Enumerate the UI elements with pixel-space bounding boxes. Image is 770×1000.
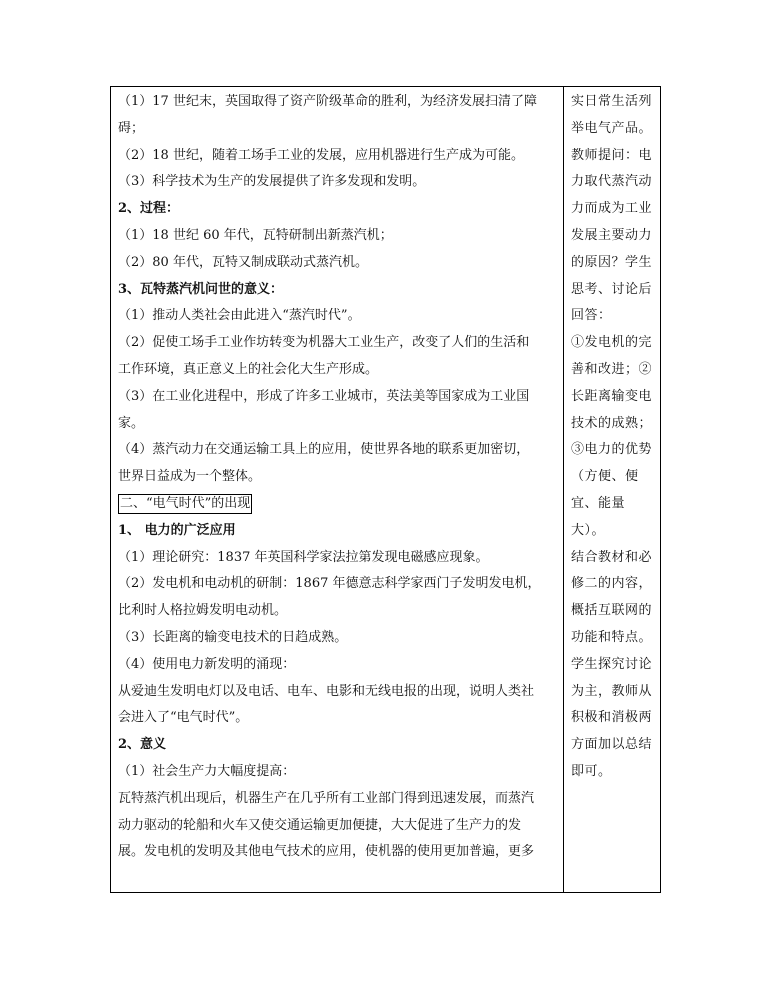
activity-line: 实日常生活列 <box>571 94 653 109</box>
activity-line: 教师提问：电 <box>571 147 653 163</box>
content-line: （2）发电机和电动机的研制：1867 年德意志科学家西门子发明发电机， <box>118 576 541 592</box>
content-line: 会进入了“电气时代”。 <box>118 710 249 726</box>
content-line: 动力驱动的轮船和火车又使交通运输更加便捷，大大促进了生产力的发 <box>118 817 522 833</box>
activity-line: 功能和特点。 <box>571 629 653 645</box>
activity-line: 思考、讨论后 <box>571 281 653 297</box>
content-line: （1）理论研究：1837 年英国科学家法拉第发现电磁感应现象。 <box>118 549 489 565</box>
activity-line: 学生探究讨论 <box>571 656 653 672</box>
activity-line: 力取代蒸汽动 <box>571 174 653 190</box>
activity-line: （方便、便 <box>571 469 639 485</box>
activity-line: 力而成为工业 <box>571 201 653 217</box>
content-line: （4）蒸汽动力在交通运输工具上的应用，使世界各地的联系更加密切， <box>118 442 530 458</box>
chapter-heading: 二、“电气时代”的出现 <box>118 494 252 514</box>
lesson-table <box>110 86 661 893</box>
activity-column <box>571 89 655 786</box>
content-line: 展。发电机的发明及其他电气技术的应用，使机器的使用更加普遍，更多 <box>118 844 535 860</box>
activity-line: 长距离输变电 <box>571 388 653 404</box>
content-line: （2）促使工场手工业作坊转变为机器大工业生产，改变了人们的生活和 <box>118 335 530 351</box>
content-line: （1）社会生产力大幅度提高： <box>118 763 296 779</box>
content-line: 从爱迪生发明电灯以及电话、电车、电影和无线电报的出现，说明人类社 <box>118 683 535 699</box>
activity-line: 结合教材和必 <box>571 549 653 565</box>
content-line: （2）80 年代，瓦特又制成联动式蒸汽机。 <box>118 254 368 270</box>
activity-line: 概括互联网的 <box>571 603 653 619</box>
content-line: 世界日益成为一个整体。 <box>118 469 262 485</box>
content-line: （1）推动人类社会由此进入“蒸汽时代”。 <box>118 308 361 324</box>
activity-line: 大）。 <box>571 522 606 538</box>
activity-line: ①发电机的完 <box>571 335 653 351</box>
column-divider <box>563 87 564 892</box>
content-line: 瓦特蒸汽机出现后，机器生产在几乎所有工业部门得到迅速发展，而蒸汽 <box>118 790 535 806</box>
activity-line: 的原因？学生 <box>571 254 653 270</box>
section-heading: 1、 电力的广泛应用 <box>118 522 236 538</box>
content-line: （4）使用电力新发明的涌现： <box>118 656 296 672</box>
content-line: （3）在工业化进程中，形成了许多工业城市，英法美等国家成为工业国 <box>118 388 530 404</box>
activity-line: 举电气产品。 <box>571 120 653 136</box>
content-line: 碍； <box>118 120 145 136</box>
content-column <box>118 89 556 866</box>
content-line: （1）17 世纪末，英国取得了资产阶级革命的胜利，为经济发展扫清了障 <box>118 94 537 109</box>
activity-line: 为主，教师从 <box>571 683 653 699</box>
activity-line: 积极和消极两 <box>571 710 653 726</box>
activity-line: 回答： <box>571 308 612 324</box>
activity-line: 宜、能量 <box>571 495 626 511</box>
content-line: （1）18 世纪 60 年代，瓦特研制出新蒸汽机； <box>118 227 393 243</box>
section-heading: 2、过程： <box>118 201 180 217</box>
content-line: 家。 <box>118 415 145 431</box>
content-line: 比利时人格拉姆发明电动机。 <box>118 603 288 619</box>
section-heading: 2、意义 <box>118 737 167 753</box>
activity-line: 方面加以总结 <box>571 737 653 753</box>
activity-line: 善和改进；② <box>571 361 653 377</box>
activity-line: 即可。 <box>571 763 612 779</box>
content-line: （2）18 世纪，随着工场手工业的发展，应用机器进行生产成为可能。 <box>118 147 524 163</box>
activity-line: 修二的内容， <box>571 576 653 592</box>
content-line: 工作环境，真正意义上的社会化大生产形成。 <box>118 361 379 377</box>
activity-line: ③电力的优势 <box>571 442 653 458</box>
content-line: （3）长距离的输变电技术的日趋成熟。 <box>118 629 348 645</box>
activity-line: 发展主要动力 <box>571 227 653 243</box>
content-line: （3）科学技术为生产的发展提供了许多发现和发明。 <box>118 174 426 190</box>
activity-line: 技术的成熟； <box>571 415 653 431</box>
section-heading: 3、瓦特蒸汽机问世的意义： <box>118 281 284 297</box>
